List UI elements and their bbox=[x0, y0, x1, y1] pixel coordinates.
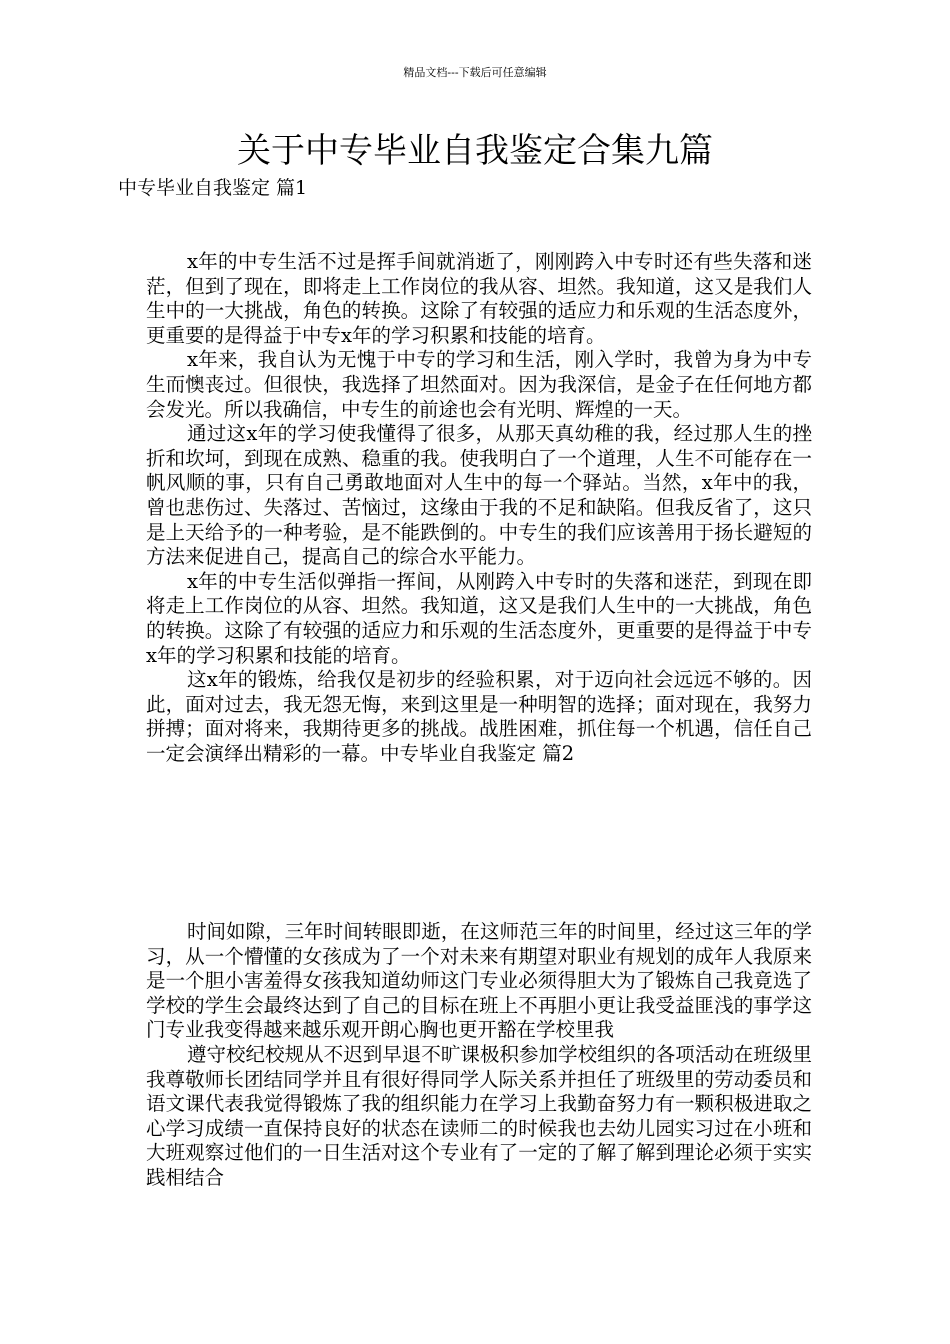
paragraph: x年来，我自认为无愧于中专的学习和生活，刚入学时，我曾为身为中专生而懊丧过。但很快，我选择了坦然面对。因为我深信，是金子在任何地方都会发光。所以我确信，中专生的前途也会有光明、辉煌的一天。 bbox=[146, 348, 812, 421]
paragraph: 通过这x年的学习使我懂得了很多，从那天真幼稚的我，经过那人生的挫折和坎坷，到现在成熟、稳重的我。使我明白了一个道理，人生不可能存在一帆风顺的事，只有自己勇敢地面对人生中的每一个驿站。当然，x年中的我，曾也悲伤过、失落过、苦恼过，这缘由于我的不足和缺陷。但我反省了，这只是上天给予的一种考验，是不能跌倒的。中专生的我们应该善用于扬长避短的方法来促进自己，提高自己的综合水平能力。 bbox=[146, 422, 812, 569]
header-note: 精品文档---下载后可任意编辑 bbox=[403, 66, 547, 79]
paragraph-with-heading bbox=[146, 668, 812, 766]
paragraph: x年的中专生活不过是挥手间就消逝了，刚刚跨入中专时还有些失落和迷茫，但到了现在，即将走上工作岗位的我从容、坦然。我知道，这又是我们人生中的一大挑战，角色的转换。这除了有较强的适应力和乐观的生活态度外，更重要的是得益于中专x年的学习积累和技能的培育。 bbox=[146, 250, 812, 347]
paragraph: 遵守校纪校规从不迟到早退不旷课极积参加学校组织的各项活动在班级里我尊敬师长团结同学并且有很好得同学人际关系并担任了班级里的劳动委员和语文课代表我觉得锻炼了我的组织能力在学习上我勤奋努力有一颗积极进取之心学习成绩一直保持良好的状态在读师二的时候我也去幼儿园实习过在小班和大班观察过他们的一日生活对这个专业有了一定的了解了解到理论必须于实实践相结合 bbox=[146, 1042, 812, 1189]
section-1-body bbox=[146, 250, 812, 766]
section-2-body bbox=[146, 920, 812, 1191]
section-heading-2: 中专毕业自我鉴定 篇2 bbox=[380, 741, 575, 765]
paragraph: x年的中专生活似弹指一挥间，从刚跨入中专时的失落和迷茫，到现在即将走上工作岗位的从容、坦然。我知道，这又是我们人生中的一大挑战，角色的转换。这除了有较强的适应力和乐观的生活态度外，更重要的是得益于中专x年的学习积累和技能的培育。 bbox=[146, 569, 812, 667]
paragraph: 时间如隙，三年时间转眼即逝，在这师范三年的时间里，经过这三年的学习，从一个懵懂的女孩成为了一个对未来有期望对职业有规划的成年人我原来是一个胆小害羞得女孩我知道幼师这门专业必须得胆大为了锻炼自己我竟选了学校的学生会最终达到了自己的目标在班上不再胆小更让我受益匪浅的事学这门专业我变得越来越乐观开朗心胸也更开豁在学校里我 bbox=[146, 920, 812, 1042]
document-title: 关于中专毕业自我鉴定合集九篇 bbox=[237, 131, 713, 171]
paragraph-text: 这x年的锻炼，给我仅是初步的经验积累，对于迈向社会远远不够的。因此，面对过去，我无怨无悔，来到这里是一种明智的选择；面对现在，我努力拼搏；面对将来，我期待更多的挑战。战胜困难，抓住每一个机遇，信任自己一定会演绎出精彩的一幕。 bbox=[146, 668, 812, 765]
section-heading-1: 中专毕业自我鉴定 篇1 bbox=[118, 177, 308, 199]
